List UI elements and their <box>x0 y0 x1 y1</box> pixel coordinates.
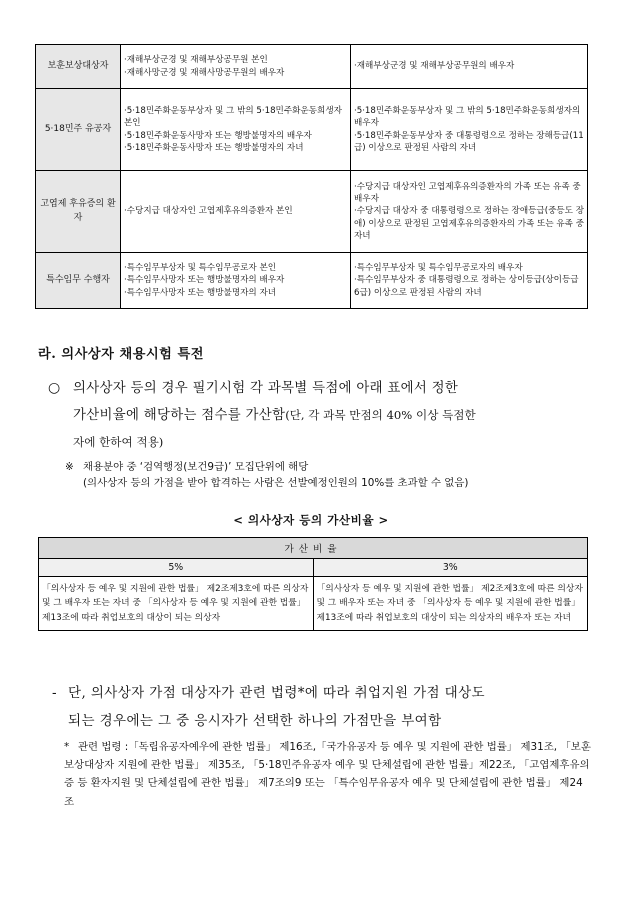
bullet-text <box>73 375 476 456</box>
self-cell <box>121 171 351 253</box>
column-header-5pct: 5% <box>39 559 314 577</box>
section-title: 라. 의사상자 채용시험 특전 <box>38 347 204 362</box>
reference-mark-icon: ※ <box>65 461 74 473</box>
self-cell <box>121 253 351 309</box>
table-row <box>36 89 588 171</box>
family-cell <box>351 45 588 89</box>
cell-line: ·수당지급 대상자인 고엽제후유의증환자 본인 <box>124 206 293 217</box>
cell-line: ·재해사망군경 및 재해사망공무원의 배우자 <box>124 67 285 78</box>
cell-3pct: 「의사상자 등 예우 및 지원에 관한 법률」 제2조제3호에 따른 의상자 및 그 배우자 또는 자녀 중 「의사상자 등 예우 및 지원에 관한 법률」 제13조에 따라 취업보호의 대상이 되는 의상자의 배우자 또는 자녀 <box>313 577 588 631</box>
cell-line: ·수당지급 대상자 중 대통령령으로 정하는 장애등급(중등도 장애) 이상으로 판정된 고엽제후유의증환자의 가족 또는 유족 중 자녀 <box>354 206 585 241</box>
note-line <box>65 459 595 475</box>
table-header: 가산비율 <box>39 538 588 559</box>
circle-bullet-icon: ○ <box>48 380 61 396</box>
asterisk-icon: * <box>64 741 70 753</box>
table-caption: < 의사상자 등의 가산비율 > <box>233 513 389 527</box>
bullet-line: 자에 한하여 적용) <box>73 435 164 449</box>
table-row <box>36 171 588 253</box>
table-row <box>39 577 588 631</box>
bonus-ratio-table <box>38 537 588 631</box>
cell-line: ·재해부상군경 및 재해부상공무원 본인 <box>124 55 268 66</box>
table-row <box>36 45 588 89</box>
veterans-eligibility-table <box>35 44 588 309</box>
subheader-row <box>39 559 588 577</box>
dash-paragraph <box>52 679 600 735</box>
cell-line: ·재해부상군경 및 재해부상공무원의 배우자 <box>354 61 515 72</box>
family-cell <box>351 253 588 309</box>
bullet-line: 의사상자 등의 경우 필기시험 각 과목별 득점에 아래 표에서 정한 <box>73 381 459 396</box>
cell-line: ·5·18민주화운동부상자 및 그 밖의 5·18민주화운동희생자의 배우자 <box>354 106 581 129</box>
header-row <box>39 538 588 559</box>
cell-line: ·특수임무사망자 또는 행방불명자의 배우자 <box>124 275 285 286</box>
note-text: 채용분야 중 ‘검역행정(보건9급)’ 모집단위에 해당 <box>83 461 309 473</box>
note-line: (의사상자 등의 가점을 받아 합격하는 사람은 선발예정인원의 10%를 초과할 수 없음) <box>83 477 469 489</box>
dash-line: 되는 경우에는 그 중 응시자가 선택한 하나의 가점만을 부여함 <box>68 713 442 729</box>
bullet-line-main: 가산비율에 해당하는 점수를 가산함 <box>73 408 286 423</box>
family-cell <box>351 171 588 253</box>
bullet-line-paren: (단, 각 과목 만점의 40% 이상 득점한 <box>285 408 476 422</box>
bullet-paragraph <box>48 375 596 456</box>
related-laws-note <box>64 738 592 811</box>
self-cell <box>121 45 351 89</box>
cell-line: ·5·18민주화운동부상자 및 그 밖의 5·18민주화운동희생자 본인 <box>124 106 342 129</box>
bullet-row <box>48 375 596 456</box>
category-cell: 특수임무 수행자 <box>36 253 121 309</box>
category-cell: 고엽제 후유증의 환자 <box>36 171 121 253</box>
dash-line: 단, 의사상자 가점 대상자가 관련 법령*에 따라 취업지원 가점 대상도 <box>68 685 485 701</box>
cell-line: ·수당지급 대상자인 고엽제후유의증환자의 가족 또는 유족 중 배우자 <box>354 181 581 205</box>
category-cell: 보훈보상대상자 <box>36 45 121 89</box>
dash-row <box>52 679 600 735</box>
dash-text <box>68 679 485 735</box>
self-cell <box>121 89 351 171</box>
cell-line: ·특수임무부상자 중 대통령령으로 정하는 상이등급(상이등급 6급) 이상으로 판정된 사람의 자녀 <box>354 275 579 298</box>
column-header-3pct: 3% <box>313 559 588 577</box>
category-cell: 5·18민주 유공자 <box>36 89 121 171</box>
cell-5pct: 「의사상자 등 예우 및 지원에 관한 법률」 제2조제3호에 따른 의상자 및 그 배우자 또는 자녀 중 「의사상자 등 예우 및 지원에 관한 법률」 제13조에 따라 취업보호의 대상이 되는 의상자 <box>39 577 314 631</box>
cell-line: ·특수임무부상자 및 특수임무공로자의 배우자 <box>354 263 523 274</box>
table-row <box>36 253 588 309</box>
cell-line: ·특수임무부상자 및 특수임무공로자 본인 <box>124 263 277 274</box>
cell-line: ·5·18민주화운동사망자 또는 행방불명자의 배우자 <box>124 130 312 141</box>
cell-line: ·5·18민주화운동부상자 중 대통령령으로 정하는 장해등급(11급) 이상으로 판정된 사람의 자녀 <box>354 130 584 153</box>
dash-bullet-icon: - <box>52 685 57 701</box>
family-cell <box>351 89 588 171</box>
laws-text: 관련 법령 :「독립유공자예우에 관한 법률」 제16조,「국가유공자 등 예우 및 지원에 관한 법률」 제31조, 「보훈보상대상자 지원에 관한 법률」 제35조, 「5·18민주유공자 예우 및 단체설립에 관한 법률」제22조, 「고엽제후유의증 등 환자지원 및 단체설립에 관한 법률」 제7조의9 또는 「특수임무유공자 예우 및 단체설립에 관한 법률」 제24조 <box>64 741 591 808</box>
cell-line: ·5·18민주화운동사망자 또는 행방불명자의 자녀 <box>124 142 304 153</box>
cell-line: ·특수임무사망자 또는 행방불명자의 자녀 <box>124 287 277 298</box>
reference-note <box>65 459 595 491</box>
bullet-line <box>73 402 476 429</box>
